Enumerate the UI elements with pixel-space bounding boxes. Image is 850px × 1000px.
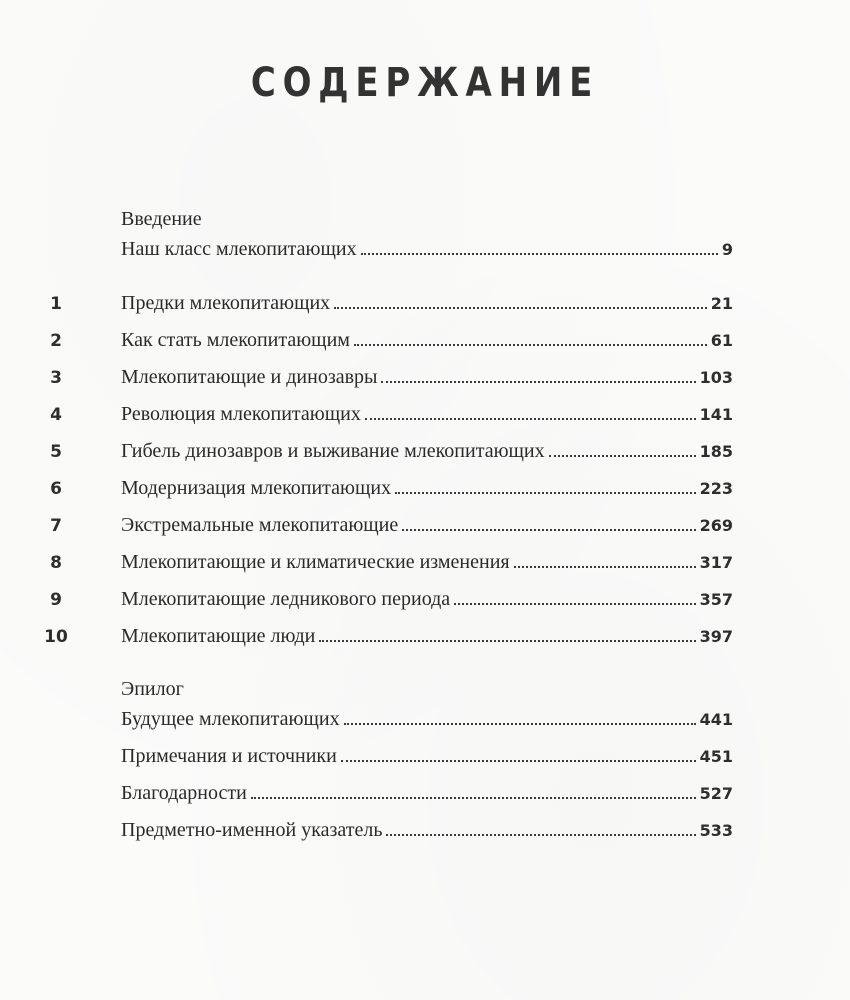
dot-leader: [361, 239, 718, 255]
epilogue-heading: Эпилог: [121, 678, 184, 700]
toc-line: [121, 706, 733, 736]
toc-entry-label: Предметно-именной указатель: [121, 819, 383, 841]
chapter-number: 6: [50, 479, 62, 499]
toc-entry-epilogue-3[interactable]: [0, 780, 850, 810]
chapter-number: 1: [50, 294, 62, 314]
toc-line: [121, 475, 733, 505]
toc-entry-page: 357: [699, 590, 733, 609]
toc-entry-page: 223: [699, 479, 733, 498]
chapter-number: 9: [50, 590, 62, 610]
toc-entry-label: Млекопитающие ледникового периода: [121, 588, 451, 610]
dot-leader: [381, 367, 695, 383]
toc-entry-page: 61: [710, 331, 733, 350]
chapter-number: 4: [50, 405, 62, 425]
toc-entry-label: Революция млекопитающих: [121, 403, 361, 425]
chapter-number: 8: [50, 553, 62, 573]
toc-line: [121, 512, 733, 542]
dot-leader: [514, 552, 696, 568]
toc-line: [121, 780, 733, 810]
toc-entry-epilogue-1[interactable]: [0, 706, 850, 736]
toc-line: [121, 327, 733, 357]
toc-entry-label: Наш класс млекопитающих: [121, 238, 357, 260]
chapter-number: 3: [50, 368, 62, 388]
toc-entry-label: Модернизация млекопитающих: [121, 477, 392, 499]
chapter-number: 10: [44, 627, 68, 647]
toc-line: [121, 549, 733, 579]
toc-entry-chapter-3[interactable]: [0, 364, 850, 394]
toc-line: [121, 401, 733, 431]
dot-leader: [549, 441, 696, 457]
toc-entry-page: 141: [699, 405, 733, 424]
toc-entry-page: 103: [699, 368, 733, 387]
page-title: СОДЕРЖАНИЕ: [250, 60, 600, 106]
toc-entry-label: Экстремальные млекопитающие: [121, 514, 399, 536]
dot-leader: [365, 404, 696, 420]
dot-leader: [319, 626, 695, 642]
toc-entry-chapter-5[interactable]: [0, 438, 850, 468]
dot-leader: [402, 515, 695, 531]
toc-line: [121, 586, 733, 616]
toc-entry-page: 527: [699, 784, 733, 803]
toc-entry-page: 317: [699, 553, 733, 572]
dot-leader: [334, 293, 707, 309]
toc-entry-chapter-2[interactable]: [0, 327, 850, 357]
dot-leader: [251, 783, 696, 799]
toc-entry-epilogue-4[interactable]: [0, 817, 850, 847]
toc-entry-page: 533: [699, 821, 733, 840]
toc-entry-label: Будущее млекопитающих: [121, 708, 340, 730]
toc-line: [121, 438, 733, 468]
chapter-number: 2: [50, 331, 62, 351]
toc-line: [121, 290, 733, 320]
toc-entry-label: Предки млекопитающих: [121, 292, 331, 314]
toc-entry-chapter-6[interactable]: [0, 475, 850, 505]
chapter-number: 5: [50, 442, 62, 462]
toc-entry-chapter-10[interactable]: [0, 623, 850, 653]
dot-leader: [395, 478, 696, 494]
chapter-number: 7: [50, 516, 62, 536]
toc-line: [121, 817, 733, 847]
toc-entry-page: 21: [710, 294, 733, 313]
toc-entry-page: 269: [699, 516, 733, 535]
toc-entry-page: 441: [699, 710, 733, 729]
toc-entry-page: 185: [699, 442, 733, 461]
toc-entry-chapter-1[interactable]: [0, 290, 850, 320]
toc-entry-page: 397: [699, 627, 733, 646]
toc-entry-chapter-8[interactable]: [0, 549, 850, 579]
toc-line: [121, 743, 733, 773]
dot-leader: [354, 330, 707, 346]
dot-leader: [454, 589, 695, 605]
toc-entry-label: Гибель динозавров и выживание млекопитающих: [121, 440, 545, 462]
dot-leader: [344, 709, 696, 725]
toc-entry-intro[interactable]: [0, 236, 850, 266]
toc-line: [121, 236, 733, 266]
dot-leader: [341, 746, 696, 762]
toc-entry-label: Примечания и источники: [121, 745, 337, 767]
toc-entry-label: Млекопитающие и динозавры: [121, 366, 378, 388]
toc-entry-label: Благодарности: [121, 782, 247, 804]
toc-entry-epilogue-2[interactable]: [0, 743, 850, 773]
dot-leader: [386, 820, 695, 836]
toc-entry-chapter-9[interactable]: [0, 586, 850, 616]
toc-entry-label: Как стать млекопитающим: [121, 329, 350, 351]
toc-entry-label: Млекопитающие и климатические изменения: [121, 551, 510, 573]
toc-line: [121, 364, 733, 394]
toc-entry-page: 9: [721, 240, 733, 259]
toc-entry-chapter-4[interactable]: [0, 401, 850, 431]
intro-heading: Введение: [121, 208, 202, 230]
toc-entry-page: 451: [699, 747, 733, 766]
toc-entry-chapter-7[interactable]: [0, 512, 850, 542]
toc-entry-label: Млекопитающие люди: [121, 625, 316, 647]
toc-line: [121, 623, 733, 653]
